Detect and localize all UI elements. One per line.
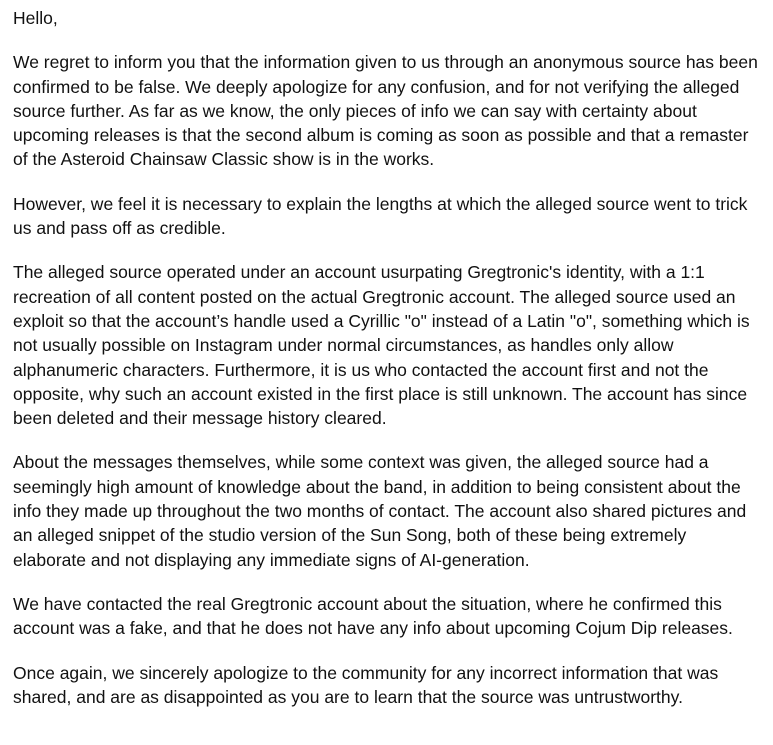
paragraph-closing-apology: Once again, we sincerely apologize to the community for any incorrect information that was shared, and are as disappointed as you are to learn that the source was untrustworthy. xyxy=(13,662,719,707)
paragraph-explanation-intro: However, we feel it is necessary to explain the lengths at which the alleged source went to trick us and pass off as credible. xyxy=(13,193,748,239)
paragraph-messages-details: About the messages themselves, while some context was given, the alleged source had a seemingly high amount of knowledge about the band, in addition to being consistent about the info they made up throughout the two months of contact. The account also shared pictures and an alleged snippet of the studio version of the Sun Song, both of these being extremely elaborate and not displaying any immediate signs of AI-generation. xyxy=(13,452,747,570)
greeting: Hello, xyxy=(13,8,58,28)
paragraph-retraction: We regret to inform you that the information given to us through an anonymous source has been confirmed to be false. We deeply apologize for any confusion, and for not verifying the alleged source further. As far as we know, the only pieces of info we can say with certainty about upcoming releases is that the second album is coming as soon as possible and that a remaster of the Asteroid Chainsaw Classic show is in the works. xyxy=(13,52,758,170)
paragraph-account-details: The alleged source operated under an account usurpating Gregtronic's identity, with a 1:1 recreation of all content posted on the actual Gregtronic account. The alleged source used an exploit so that the account’s handle used a Cyrillic "о" instead of a Latin "o", something which is not usually possible on Instagram under normal circumstances, as handles only allow alphanumeric characters. Furthermore, it is us who contacted the account first and not the opposite, why such an account existed in the first place is still unknown. The account has since been deleted and their message history cleared. xyxy=(13,262,750,429)
paragraph-confirmation: We have contacted the real Gregtronic account about the situation, where he confirmed this account was a fake, and that he does not have any info about upcoming Cojum Dip releases. xyxy=(13,593,733,639)
